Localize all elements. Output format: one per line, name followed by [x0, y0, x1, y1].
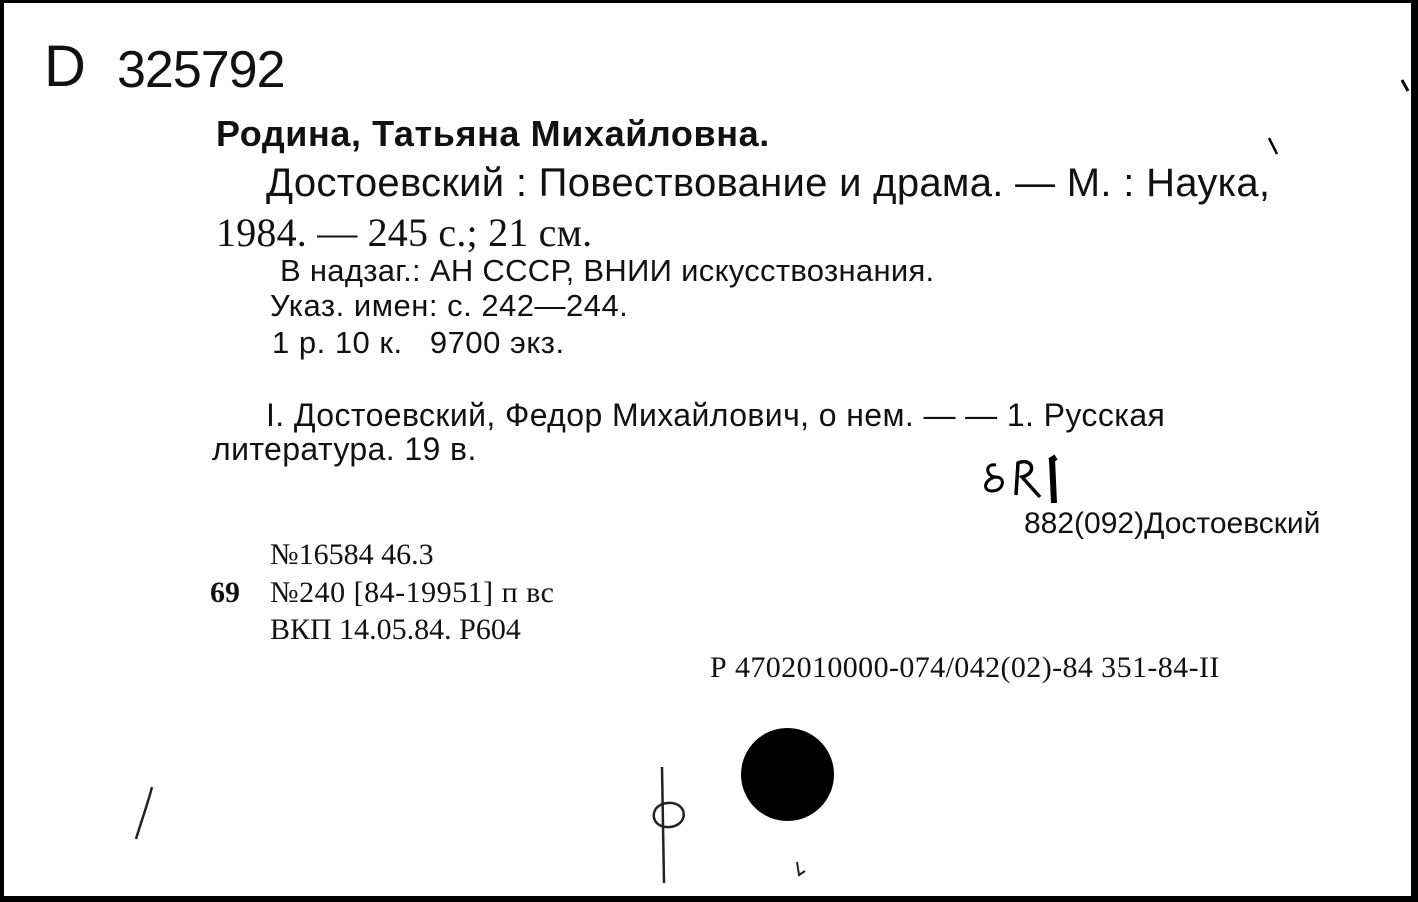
call-number-prefix: D — [44, 34, 86, 99]
isbn-line: Р 4702010000-074/042(02)-84 351-84-II — [710, 651, 1220, 684]
publication-line: 1984. — 245 с.; 21 см. — [216, 210, 593, 255]
pencil-slash-mark — [124, 783, 164, 843]
note-index: Указ. имен: с. 242—244. — [270, 288, 629, 323]
subject-heading-line-2: литература. 19 в. — [212, 431, 477, 467]
note-institution: В надзаг.: АН СССР, ВНИИ искусствознания. — [280, 253, 935, 288]
title-line: Достоевский : Повествование и драма. — М. : Наука, — [266, 161, 1271, 205]
tick-mark — [1266, 135, 1282, 159]
punch-hole — [741, 728, 834, 821]
accession-line-2-number: 69 — [210, 576, 240, 609]
handwritten-index-mark — [978, 451, 1070, 511]
small-mark — [794, 859, 808, 879]
accession-line-1: №16584 46.3 — [270, 538, 434, 571]
price-print-run: 1 р. 10 к. 9700 экз. — [272, 325, 565, 360]
accession-line-2: №240 [84-19951] п вс — [270, 576, 555, 609]
subject-heading-line-1: I. Достоевский, Федор Михайлович, о нем. — — 1. Русская — [266, 397, 1166, 433]
corner-tick-mark — [1399, 77, 1413, 97]
pencil-f-mark — [640, 763, 700, 887]
call-number: 325792 — [117, 41, 285, 99]
accession-line-3: ВКП 14.05.84. Р604 — [270, 613, 521, 646]
udc-classification: 882(092)Достоевский — [1024, 507, 1321, 540]
author-heading: Родина, Татьяна Михайловна. — [216, 113, 770, 154]
